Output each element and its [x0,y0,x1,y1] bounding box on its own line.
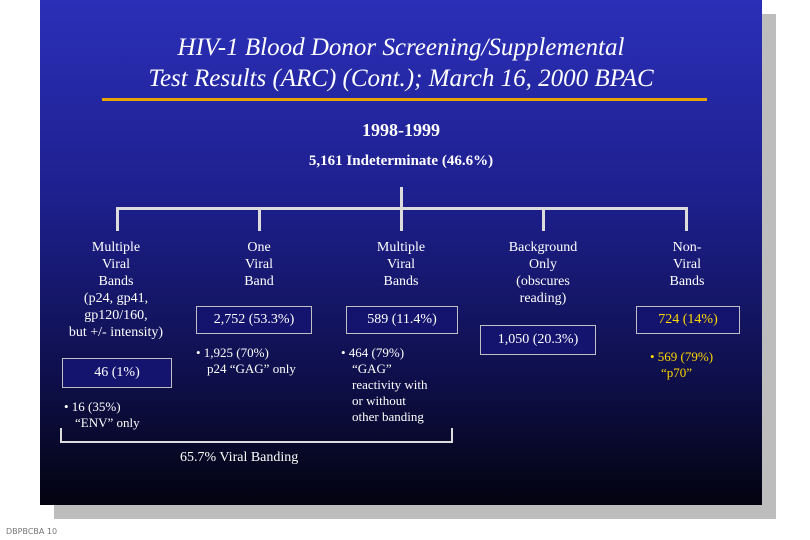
bracket-bottom [60,441,453,443]
connector-branch-5 [685,207,688,231]
slide-shadow-bottom [54,505,776,519]
connector-branch-4 [542,207,545,231]
slide-title [40,32,762,94]
branch-2-label: One Viral Band [244,240,274,289]
slide-footer-code: DBPBCBA 10 [6,527,58,536]
branch-5-label: Non- Viral Bands [669,240,705,289]
branch-1-note: • 16 (35%) “ENV” only [64,399,140,430]
total-indeterminate: 5,161 Indeterminate (46.6%) [308,153,494,169]
branch-3-label: Multiple Viral Bands [376,240,426,289]
bracket-right [451,428,453,442]
period-label: 1998-1999 [362,120,440,140]
title-line-2: Test Results (ARC) (Cont.); March 16, 2000 BPAC [148,65,654,92]
branch-4-value-box: 1,050 (20.3%) [480,325,596,355]
title-line-1: HIV-1 Blood Donor Screening/Supplemental [177,34,625,61]
connector-branch-1 [116,207,119,231]
branch-3-value-box: 589 (11.4%) [346,306,458,334]
slide-shadow-right [762,14,776,519]
branch-1-label: Multiple Viral Bands (p24, gp41, gp120/160, but +/- intensity) [68,240,164,340]
branch-3-note: • 464 (79%) “GAG” reactivity with or without other banding [341,345,428,424]
connector-branch-2 [258,207,261,231]
viral-banding-summary: 65.7% Viral Banding [180,450,299,465]
branch-1-value-box: 46 (1%) [62,358,172,388]
branch-2-value-box: 2,752 (53.3%) [196,306,312,334]
bracket-left [60,428,62,442]
branch-2-note: • 1,925 (70%) p24 “GAG” only [196,345,296,376]
connector-branch-3 [400,207,403,231]
title-underline [102,98,707,101]
connector-root-vertical [400,187,403,209]
branch-4-label: Background Only (obscures reading) [508,240,578,306]
branch-5-note: • 569 (79%) “p70” [650,349,714,380]
branch-5-value-box: 724 (14%) [636,306,740,334]
